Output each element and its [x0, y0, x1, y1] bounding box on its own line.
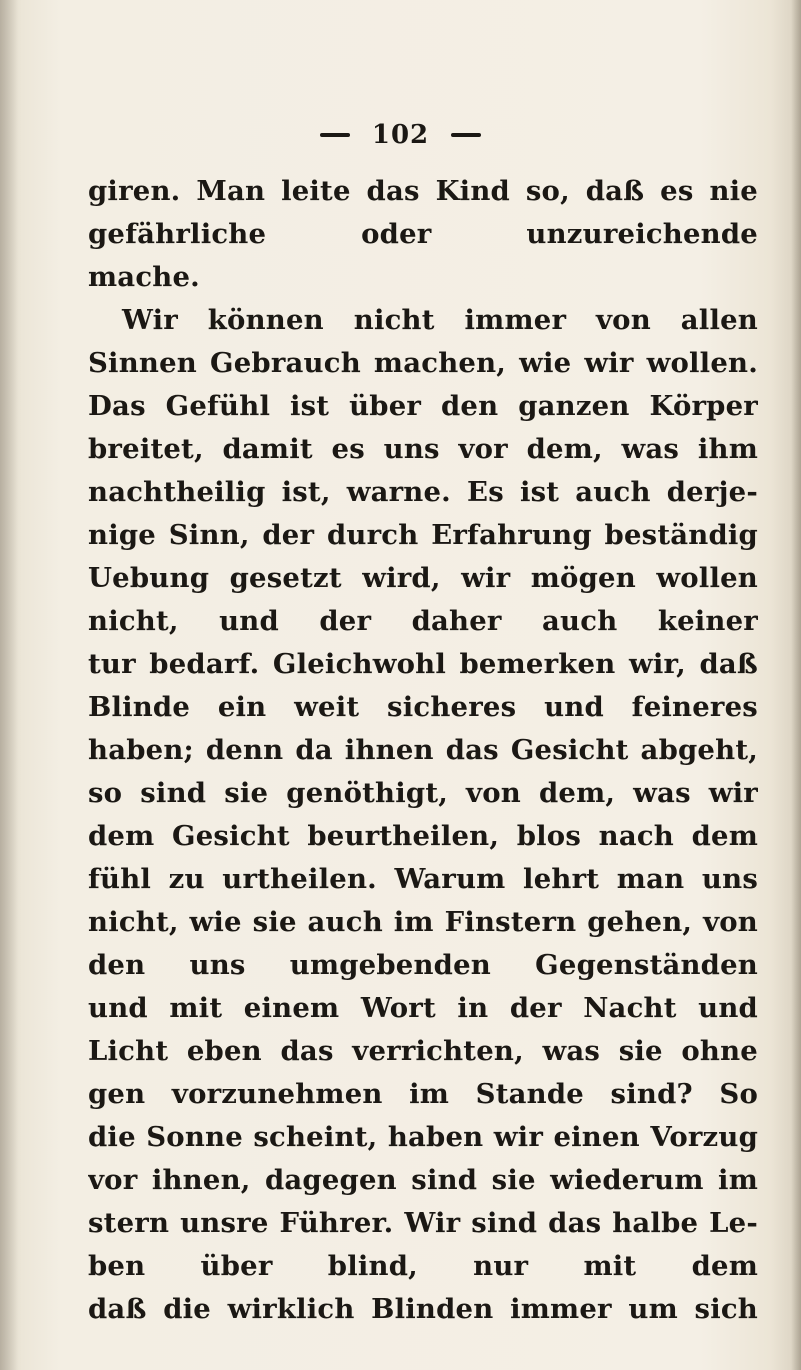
text-line: nige Sinn, der durch Erfahrung beständig	[88, 519, 758, 551]
text-line: nachtheilig ist, warne. Es ist auch derje-	[88, 476, 758, 508]
text-line: nicht, und der daher auch keiner	[88, 605, 758, 637]
text-line: gen vorzunehmen im Stande sind? So	[88, 1078, 758, 1110]
text-line: Das Gefühl ist über den ganzen Körper	[88, 390, 758, 422]
text-line: vor ihnen, dagegen sind sie wiederum im	[88, 1164, 758, 1196]
text-line: ben über blind, nur mit dem	[88, 1250, 758, 1282]
text-line: nicht, wie sie auch im Finstern gehen, von	[88, 906, 758, 938]
text-line: dem Gesicht beurtheilen, blos nach dem	[88, 820, 758, 852]
page-edge-shadow	[791, 0, 801, 1370]
page-number: 102	[371, 120, 430, 150]
text-line: stern unsre Führer. Wir sind das halbe Le-	[88, 1207, 758, 1239]
header-dash-left	[320, 133, 350, 137]
text-line: haben; denn da ihnen das Gesicht abgeht,	[88, 734, 758, 766]
page-gutter-shadow	[0, 0, 18, 1370]
text-line: tur bedarf. Gleichwohl bemerken wir, daß	[88, 648, 758, 680]
text-line: Sinnen Gebrauch machen, wie wir wollen.	[88, 347, 758, 379]
page-header	[0, 120, 801, 150]
text-line: und mit einem Wort in der Nacht und	[88, 992, 758, 1024]
text-line: Blinde ein weit sicheres und feineres	[88, 691, 758, 723]
header-dash-right	[451, 133, 481, 137]
text-line: Uebung gesetzt wird, wir mögen wollen	[88, 562, 758, 594]
text-line: gefährliche oder unzureichende	[88, 218, 758, 250]
text-line: Wir können nicht immer von allen	[122, 304, 758, 336]
text-line: daß die wirklich Blinden immer um sich	[88, 1293, 758, 1325]
text-line: fühl zu urtheilen. Warum lehrt man uns	[88, 863, 758, 895]
text-line: mache.	[88, 261, 200, 293]
text-line: so sind sie genöthigt, von dem, was wir	[88, 777, 758, 809]
body-text	[88, 170, 758, 1331]
text-line: Licht eben das verrichten, was sie ohne	[88, 1035, 758, 1067]
text-line: breitet, damit es uns vor dem, was ihm	[88, 433, 758, 465]
text-line: die Sonne scheint, haben wir einen Vorzug	[88, 1121, 758, 1153]
text-line: giren. Man leite das Kind so, daß es nie	[88, 175, 758, 207]
text-line: den uns umgebenden Gegenständen	[88, 949, 758, 981]
